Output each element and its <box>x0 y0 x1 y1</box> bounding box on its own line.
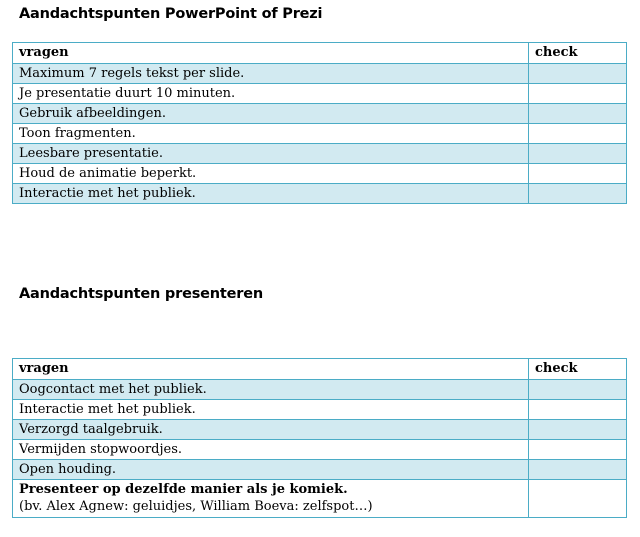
question-cell: Gebruik afbeeldingen. <box>13 104 529 124</box>
table-header-row <box>13 43 627 64</box>
question-bold-text: Presenteer op dezelfde manier als je komiek. <box>19 482 348 497</box>
question-cell: Interactie met het publiek. <box>13 184 529 204</box>
table-row <box>13 84 627 104</box>
question-cell: Houd de animatie beperkt. <box>13 164 529 184</box>
column-header-check: check <box>529 43 627 64</box>
question-cell: Verzorgd taalgebruik. <box>13 420 529 440</box>
question-cell: Je presentatie duurt 10 minuten. <box>13 84 529 104</box>
question-cell: Vermijden stopwoordjes. <box>13 440 529 460</box>
section2-title: Aandachtspunten presenteren <box>19 286 263 302</box>
question-cell: Interactie met het publiek. <box>13 400 529 420</box>
check-cell[interactable] <box>529 144 627 164</box>
table-header-row <box>13 359 627 380</box>
table-row <box>13 144 627 164</box>
question-cell: Leesbare presentatie. <box>13 144 529 164</box>
table-row <box>13 380 627 400</box>
check-cell[interactable] <box>529 400 627 420</box>
table-row <box>13 480 627 518</box>
check-cell[interactable] <box>529 380 627 400</box>
column-header-check: check <box>529 359 627 380</box>
section1-title: Aandachtspunten PowerPoint of Prezi <box>19 6 323 22</box>
check-cell[interactable] <box>529 124 627 144</box>
question-cell: Open houding. <box>13 460 529 480</box>
check-cell[interactable] <box>529 460 627 480</box>
question-cell: Toon fragmenten. <box>13 124 529 144</box>
table-row <box>13 420 627 440</box>
question-cell: Oogcontact met het publiek. <box>13 380 529 400</box>
check-cell[interactable] <box>529 480 627 518</box>
check-cell[interactable] <box>529 420 627 440</box>
check-cell[interactable] <box>529 164 627 184</box>
question-cell: Maximum 7 regels tekst per slide. <box>13 64 529 84</box>
table-row <box>13 460 627 480</box>
check-cell[interactable] <box>529 84 627 104</box>
column-header-vragen: vragen <box>13 43 529 64</box>
check-cell[interactable] <box>529 104 627 124</box>
check-cell[interactable] <box>529 64 627 84</box>
checklist-table-presenteren <box>12 358 627 518</box>
question-note-text: (bv. Alex Agnew: geluidjes, William Boeva: zelfspot…) <box>19 499 373 514</box>
table-row <box>13 124 627 144</box>
check-cell[interactable] <box>529 440 627 460</box>
table-row <box>13 440 627 460</box>
table-row <box>13 400 627 420</box>
column-header-vragen: vragen <box>13 359 529 380</box>
table-row <box>13 184 627 204</box>
table-row <box>13 104 627 124</box>
table-row <box>13 64 627 84</box>
check-cell[interactable] <box>529 184 627 204</box>
table-row <box>13 164 627 184</box>
question-cell <box>13 480 529 518</box>
checklist-table-powerpoint <box>12 42 627 204</box>
